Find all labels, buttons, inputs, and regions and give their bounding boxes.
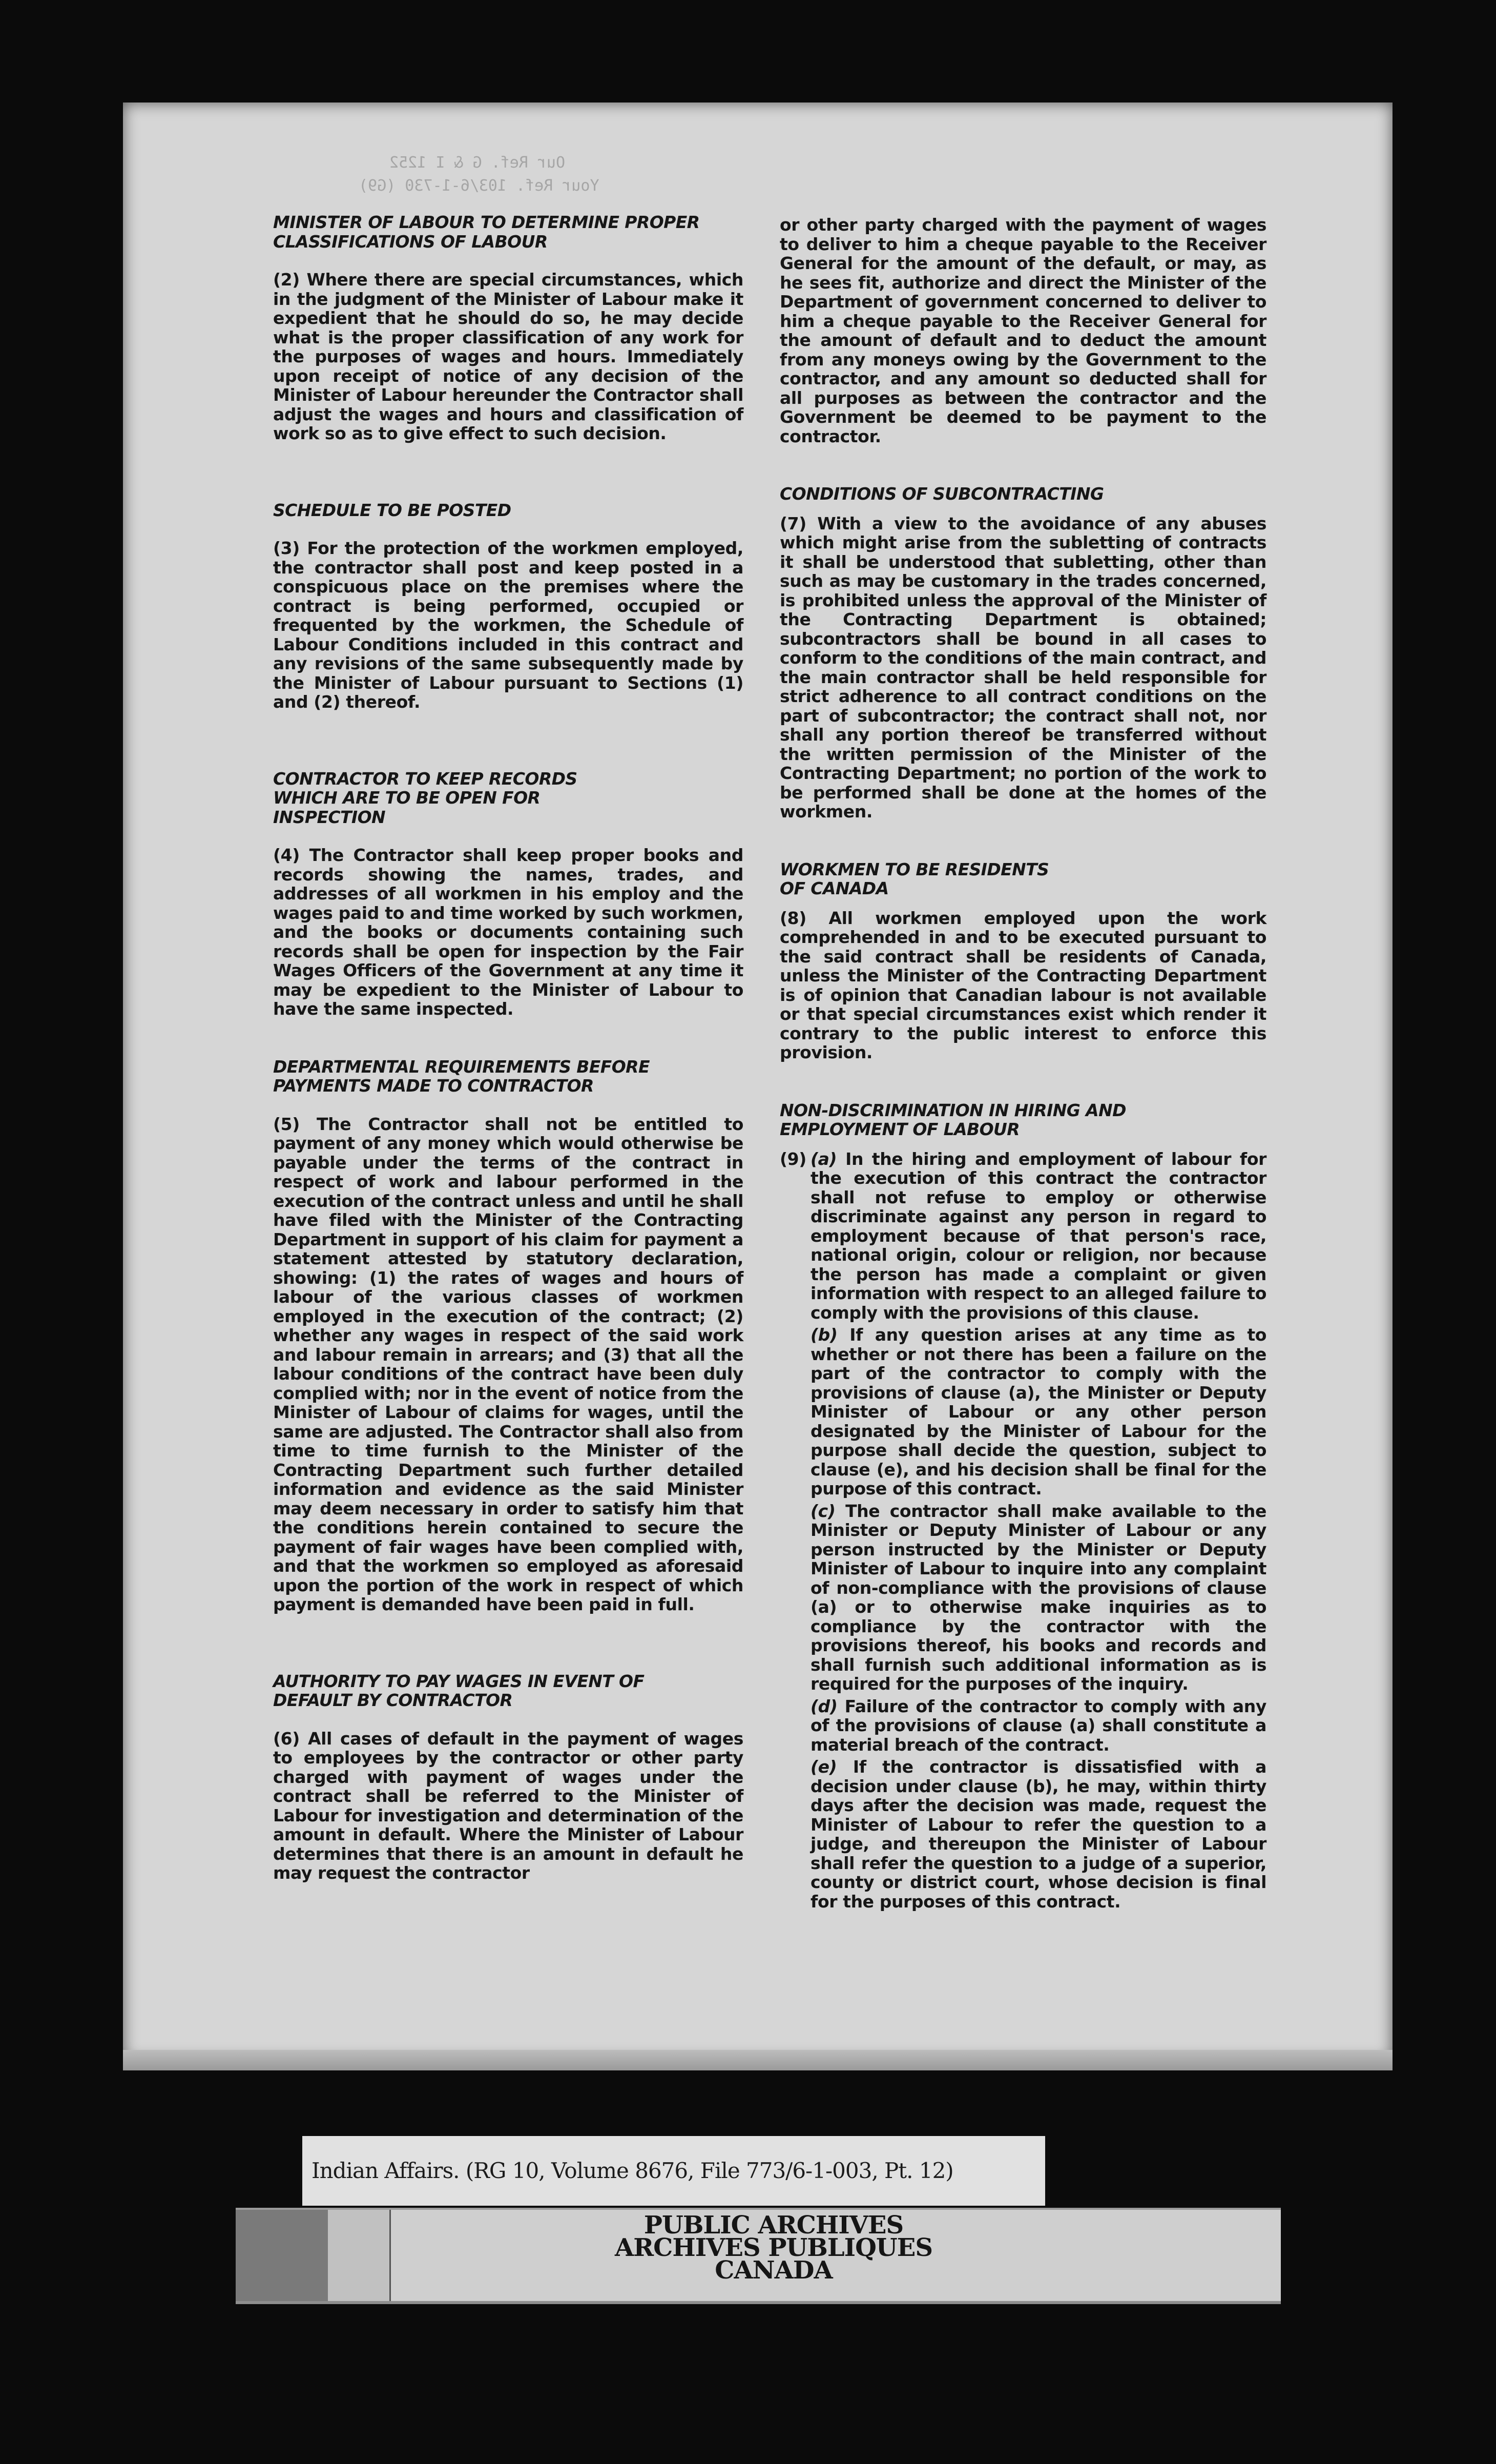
- page-edge-shadow: [123, 2050, 1393, 2070]
- clause-c: (c) The contractor shall make available to the Minister or Deputy Minister of Labour or any person instructed by the Minister or Deputy Minister of Labour to inquire into any complaint of non-compliance with the provisions of clause (a) or to otherwise make inquiries as to compliance by the contractor with the provisions thereof, his books and records and shall furnish such additional information as is required for the purposes of the inquiry.: [811, 1501, 1266, 1694]
- clause-list: [780, 1149, 1266, 1912]
- section-body: (2) Where there are special circumstances, which in the judgment of the Minister of Labour make it expedient that he should do so, he may decide what is the proper classification of any work for the purposes of wages and hours. Immediately upon receipt of notice of any decision of the Minister of Labour hereunder the Contractor shall adjust the wages and hours and classification of work so as to give effect to such decision.: [273, 270, 743, 443]
- section-body: (4) The Contractor shall keep proper books and records showing the names, trades, and addresses of all workmen in his employ and the wages paid to and time worked by such workmen, and the books or documents containing such records shall be open for inspection by the Fair Wages Officers of the Government at any time it may be expedient to the Minister of Labour to have the same inspected.: [273, 845, 743, 1019]
- stamp-line-3: CANADA: [715, 2256, 833, 2285]
- section-heading: AUTHORITY TO PAY WAGES IN EVENT OF DEFAULT BY CONTRACTOR: [273, 1671, 645, 1710]
- section-heading: NON-DISCRIMINATION IN HIRING AND EMPLOYMENT OF LABOUR: [780, 1100, 1126, 1139]
- archive-stamp-text: [492, 2211, 1055, 2285]
- section-heading: WORKMEN TO BE RESIDENTS OF CANADA: [780, 859, 1049, 898]
- section-heading: CONTRACTOR TO KEEP RECORDS WHICH ARE TO BE OPEN FOR INSPECTION: [273, 768, 577, 827]
- film-tab: [236, 2210, 328, 2301]
- section-body: (3) For the protection of the workmen employed, the contractor shall post and keep posted in a conspicuous place on the premises where the contract is being performed, occupied or frequented by the workmen, the Schedule of Labour Conditions included in this contract and any revisions of the same subsequently made by the Minister of Labour pursuant to Sections (1) and (2) thereof.: [273, 538, 743, 712]
- section-classifications: [273, 213, 743, 443]
- section-records: [273, 769, 743, 1019]
- section-schedule: [273, 501, 743, 712]
- section-body: (8) All workmen employed upon the work comprehended in and to be executed pursuant to the said contract shall be residents of Canada, unless the Minister of the Contracting Department is of opinion that Canadian labour is not available or that special circumstances exist which render it contrary to the public interest to enforce this provision.: [780, 908, 1266, 1062]
- section-heading: MINISTER OF LABOUR TO DETERMINE PROPER CLASSIFICATIONS OF LABOUR: [273, 212, 700, 252]
- clause-d: (d) Failure of the contractor to comply with any of the provisions of clause (a) shall constitute a material breach of the contract.: [811, 1696, 1266, 1755]
- section-subcontracting: [780, 484, 1266, 822]
- stamp-line-1: PUBLIC ARCHIVES: [643, 2211, 904, 2240]
- film-tab-edge: [328, 2210, 391, 2301]
- clause-b: (b) If any question arises at any time as to whether or not there has been a failure on the part of the contractor to comply with the provisions of clause (a), the Minister or Deputy Minister of Labour or any other person designated by the Minister of Labour for the purpose shall decide the question, subject to clause (e), and his decision shall be final for the purpose of this contract.: [811, 1325, 1266, 1498]
- section-departmental: [273, 1057, 743, 1614]
- section-body: (7) With a view to the avoidance of any abuses which might arise from the subletting of contracts it shall be understood that subletting, other than such as may be customary in the trades concerned, is prohibited unless the approval of the Minister of the Contracting Department is obtained; subcontractors shall be bound in all cases to conform to the conditions of the main contract, and the main contractor shall be held responsible for strict adherence to all contract conditions on the part of subcontractor; the contract shall not, nor shall any portion thereof be transferred without the written permission of the Minister of the Contracting Department; no portion of the work to be performed shall be done at the homes of the workmen.: [780, 513, 1266, 822]
- continuation-paragraph: or other party charged with the payment of wages to deliver to him a cheque payable to the Receiver General for the amount of the default, or may, as he sees fit, authorize and direct the Minister of the Department of government concerned to deliver to him a cheque payable to the Receiver General for the amount of default and to deduct the amount from any moneys owing by the Government to the contractor, and any amount so deducted shall for all purposes as between the contractor and the Government be deemed to be payment to the contractor.: [780, 215, 1266, 446]
- clause-number: (9): [780, 1148, 806, 1169]
- clause-a: (a) In the hiring and employment of labour for the execution of this contract the contractor shall not refuse to employ or otherwise discriminate against any person in regard to employment because of that person's race, national origin, colour or religion, nor because the person has made a complaint or given information with respect to an alleged failure to comply with the provisions of this clause.: [811, 1148, 1266, 1323]
- section-nondiscrimination: [780, 1101, 1266, 1912]
- section-heading: SCHEDULE TO BE POSTED: [273, 500, 511, 520]
- right-column: [780, 215, 1266, 1911]
- section-authority: [273, 1672, 743, 1883]
- stamp-line-2: ARCHIVES PUBLIQUES: [615, 2233, 932, 2262]
- section-heading: DEPARTMENTAL REQUIREMENTS BEFORE PAYMENTS MADE TO CONTRACTOR: [273, 1056, 650, 1096]
- bleed-through-ref-1: Our Ref. G & I 1252: [389, 154, 566, 172]
- section-residents: [780, 860, 1266, 1062]
- left-column: [273, 213, 743, 1883]
- archive-stamp: [236, 2208, 1281, 2304]
- clause-e: (e) If the contractor is dissatisfied with a decision under clause (b), he may, within thirty days after the decision was made, request the Minister of Labour to refer the question to a judge, and thereupon the Minister of Labour shall refer the question to a judge of a superior, county or district court, whose decision is final for the purposes of this contract.: [811, 1757, 1267, 1912]
- section-body: (6) All cases of default in the payment of wages to employees by the contractor or other party charged with payment of wages under the contract shall be referred to the Minister of Labour for investigation and determination of the amount in default. Where the Minister of Labour determines that there is an amount in default he may request the contractor: [273, 1728, 743, 1883]
- archive-reference-label: Indian Affairs. (RG 10, Volume 8676, File 773/6-1-003, Pt. 12): [302, 2136, 1045, 2206]
- bleed-through-ref-2: Your Ref. 103/6-1-730 (G9): [359, 177, 599, 195]
- section-heading: CONDITIONS OF SUBCONTRACTING: [780, 484, 1104, 504]
- section-body: (5) The Contractor shall not be entitled to payment of any money which would otherwise be payable under the terms of the contract in respect of work and labour performed in the execution of the contract unless and until he shall have filed with the Minister of the Contracting Department in support of his claim for payment a statement attested by statutory declaration, showing: (1) the rates of wages and hours of labour of the various classes of workmen employed in the execution of the contract; (2) whether any wages in respect of the said work and labour remain in arrears; and (3) that all the labour conditions of the contract have been duly complied with; nor in the event of notice from the Minister of Labour of claims for wages, until the same are adjusted. The Contractor shall also from time to time furnish to the Minister of the Contracting Department such further detailed information and evidence as the said Minister may deem necessary in order to satisfy him that the conditions herein contained to secure the payment of fair wages have been complied with, and that the workmen so employed as aforesaid upon the portion of the work in respect of which payment is demanded have been paid in full.: [273, 1114, 743, 1614]
